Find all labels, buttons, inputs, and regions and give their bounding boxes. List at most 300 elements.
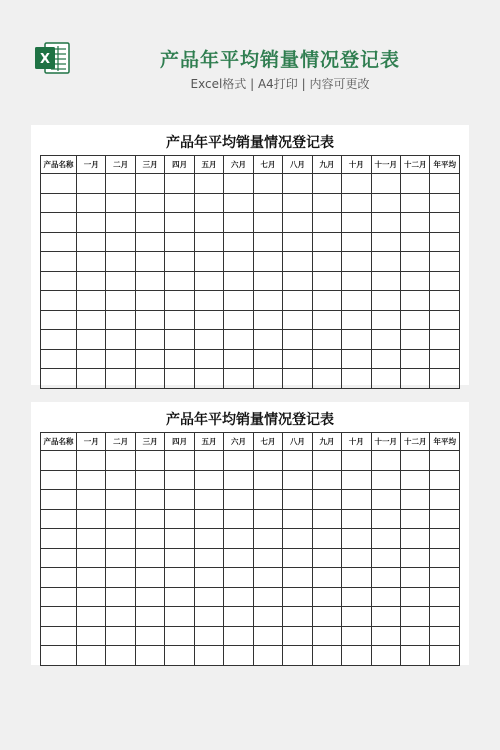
table-cell[interactable] [400, 174, 429, 194]
table-cell[interactable] [106, 174, 135, 194]
table-cell[interactable] [400, 310, 429, 330]
table-cell[interactable] [77, 529, 106, 549]
table-cell[interactable] [194, 291, 223, 311]
table-cell[interactable] [312, 213, 341, 233]
table-cell[interactable] [165, 548, 194, 568]
table-cell[interactable] [135, 291, 164, 311]
table-cell[interactable] [224, 470, 253, 490]
table-cell[interactable] [253, 252, 282, 272]
table-cell[interactable] [41, 470, 77, 490]
table-cell[interactable] [371, 470, 400, 490]
table-cell[interactable] [106, 607, 135, 627]
table-cell[interactable] [371, 330, 400, 350]
table-cell[interactable] [41, 174, 77, 194]
table-cell[interactable] [253, 568, 282, 588]
table-cell[interactable] [135, 369, 164, 389]
table-cell[interactable] [312, 232, 341, 252]
table-cell[interactable] [430, 349, 460, 369]
table-cell[interactable] [224, 252, 253, 272]
table-cell[interactable] [194, 271, 223, 291]
table-cell[interactable] [194, 193, 223, 213]
table-cell[interactable] [342, 193, 371, 213]
table-cell[interactable] [77, 470, 106, 490]
table-cell[interactable] [194, 252, 223, 272]
table-cell[interactable] [106, 193, 135, 213]
table-cell[interactable] [400, 369, 429, 389]
table-cell[interactable] [430, 330, 460, 350]
table-cell[interactable] [224, 587, 253, 607]
table-cell[interactable] [400, 548, 429, 568]
table-cell[interactable] [342, 490, 371, 510]
table-cell[interactable] [400, 271, 429, 291]
table-cell[interactable] [430, 607, 460, 627]
table-cell[interactable] [165, 451, 194, 471]
table-cell[interactable] [283, 330, 312, 350]
table-cell[interactable] [253, 193, 282, 213]
table-cell[interactable] [165, 509, 194, 529]
table-cell[interactable] [400, 587, 429, 607]
table-cell[interactable] [342, 626, 371, 646]
table-cell[interactable] [283, 193, 312, 213]
table-cell[interactable] [371, 310, 400, 330]
table-cell[interactable] [194, 369, 223, 389]
table-cell[interactable] [342, 213, 371, 233]
table-cell[interactable] [106, 213, 135, 233]
table-cell[interactable] [312, 607, 341, 627]
table-cell[interactable] [165, 291, 194, 311]
table-cell[interactable] [224, 490, 253, 510]
table-cell[interactable] [135, 174, 164, 194]
table-cell[interactable] [224, 232, 253, 252]
table-cell[interactable] [312, 193, 341, 213]
table-cell[interactable] [165, 626, 194, 646]
table-cell[interactable] [371, 587, 400, 607]
table-cell[interactable] [224, 568, 253, 588]
table-cell[interactable] [106, 232, 135, 252]
table-cell[interactable] [371, 529, 400, 549]
table-cell[interactable] [77, 193, 106, 213]
table-cell[interactable] [41, 509, 77, 529]
table-cell[interactable] [342, 271, 371, 291]
table-cell[interactable] [106, 330, 135, 350]
table-cell[interactable] [77, 271, 106, 291]
table-cell[interactable] [165, 174, 194, 194]
table-cell[interactable] [312, 509, 341, 529]
table-cell[interactable] [77, 213, 106, 233]
table-cell[interactable] [342, 330, 371, 350]
table-cell[interactable] [224, 607, 253, 627]
table-cell[interactable] [371, 252, 400, 272]
table-cell[interactable] [283, 529, 312, 549]
table-cell[interactable] [194, 646, 223, 666]
table-cell[interactable] [135, 451, 164, 471]
table-cell[interactable] [106, 529, 135, 549]
table-cell[interactable] [430, 568, 460, 588]
table-cell[interactable] [135, 271, 164, 291]
table-cell[interactable] [430, 548, 460, 568]
table-cell[interactable] [224, 626, 253, 646]
table-cell[interactable] [312, 310, 341, 330]
table-cell[interactable] [342, 548, 371, 568]
table-cell[interactable] [41, 587, 77, 607]
table-cell[interactable] [253, 349, 282, 369]
table-cell[interactable] [371, 626, 400, 646]
table-cell[interactable] [253, 271, 282, 291]
table-cell[interactable] [41, 349, 77, 369]
table-cell[interactable] [342, 509, 371, 529]
table-cell[interactable] [253, 470, 282, 490]
table-cell[interactable] [165, 330, 194, 350]
table-cell[interactable] [194, 213, 223, 233]
table-cell[interactable] [165, 213, 194, 233]
table-cell[interactable] [135, 470, 164, 490]
table-cell[interactable] [253, 529, 282, 549]
table-cell[interactable] [400, 252, 429, 272]
table-cell[interactable] [224, 291, 253, 311]
table-cell[interactable] [371, 451, 400, 471]
table-cell[interactable] [135, 490, 164, 510]
table-cell[interactable] [41, 232, 77, 252]
table-cell[interactable] [430, 193, 460, 213]
table-cell[interactable] [371, 291, 400, 311]
table-cell[interactable] [371, 369, 400, 389]
table-cell[interactable] [77, 291, 106, 311]
table-cell[interactable] [165, 232, 194, 252]
table-cell[interactable] [283, 626, 312, 646]
table-cell[interactable] [253, 646, 282, 666]
table-cell[interactable] [224, 330, 253, 350]
table-cell[interactable] [400, 451, 429, 471]
table-cell[interactable] [41, 607, 77, 627]
table-cell[interactable] [77, 548, 106, 568]
table-cell[interactable] [165, 349, 194, 369]
table-cell[interactable] [283, 470, 312, 490]
table-cell[interactable] [194, 490, 223, 510]
table-cell[interactable] [371, 509, 400, 529]
table-cell[interactable] [312, 587, 341, 607]
table-cell[interactable] [106, 490, 135, 510]
table-cell[interactable] [106, 271, 135, 291]
table-cell[interactable] [194, 330, 223, 350]
table-cell[interactable] [165, 470, 194, 490]
table-cell[interactable] [135, 587, 164, 607]
table-cell[interactable] [77, 587, 106, 607]
table-cell[interactable] [224, 349, 253, 369]
table-cell[interactable] [106, 626, 135, 646]
table-cell[interactable] [41, 330, 77, 350]
table-cell[interactable] [135, 568, 164, 588]
table-cell[interactable] [106, 349, 135, 369]
table-cell[interactable] [312, 646, 341, 666]
table-cell[interactable] [342, 310, 371, 330]
table-cell[interactable] [283, 490, 312, 510]
table-cell[interactable] [283, 587, 312, 607]
table-cell[interactable] [400, 470, 429, 490]
table-cell[interactable] [135, 232, 164, 252]
table-cell[interactable] [194, 174, 223, 194]
table-cell[interactable] [342, 174, 371, 194]
table-cell[interactable] [224, 451, 253, 471]
table-cell[interactable] [430, 232, 460, 252]
table-cell[interactable] [400, 626, 429, 646]
table-cell[interactable] [283, 310, 312, 330]
table-cell[interactable] [283, 232, 312, 252]
table-cell[interactable] [400, 193, 429, 213]
table-cell[interactable] [342, 291, 371, 311]
table-cell[interactable] [371, 646, 400, 666]
table-cell[interactable] [77, 369, 106, 389]
table-cell[interactable] [342, 607, 371, 627]
table-cell[interactable] [41, 193, 77, 213]
table-cell[interactable] [253, 174, 282, 194]
table-cell[interactable] [400, 349, 429, 369]
table-cell[interactable] [342, 252, 371, 272]
table-cell[interactable] [400, 646, 429, 666]
table-cell[interactable] [135, 193, 164, 213]
table-cell[interactable] [165, 369, 194, 389]
table-cell[interactable] [253, 490, 282, 510]
table-cell[interactable] [253, 310, 282, 330]
table-cell[interactable] [41, 568, 77, 588]
table-cell[interactable] [312, 369, 341, 389]
table-cell[interactable] [430, 509, 460, 529]
table-cell[interactable] [165, 587, 194, 607]
table-cell[interactable] [41, 310, 77, 330]
table-cell[interactable] [283, 451, 312, 471]
table-cell[interactable] [165, 607, 194, 627]
table-cell[interactable] [342, 646, 371, 666]
table-cell[interactable] [312, 174, 341, 194]
table-cell[interactable] [165, 193, 194, 213]
table-cell[interactable] [312, 529, 341, 549]
table-cell[interactable] [194, 232, 223, 252]
table-cell[interactable] [253, 451, 282, 471]
table-cell[interactable] [194, 509, 223, 529]
table-cell[interactable] [371, 490, 400, 510]
table-cell[interactable] [253, 548, 282, 568]
table-cell[interactable] [77, 330, 106, 350]
table-cell[interactable] [283, 548, 312, 568]
table-cell[interactable] [430, 587, 460, 607]
table-cell[interactable] [77, 626, 106, 646]
table-cell[interactable] [253, 587, 282, 607]
table-cell[interactable] [342, 451, 371, 471]
table-cell[interactable] [400, 529, 429, 549]
table-cell[interactable] [135, 330, 164, 350]
table-cell[interactable] [194, 310, 223, 330]
table-cell[interactable] [312, 490, 341, 510]
table-cell[interactable] [194, 587, 223, 607]
table-cell[interactable] [165, 271, 194, 291]
table-cell[interactable] [41, 252, 77, 272]
table-cell[interactable] [283, 291, 312, 311]
table-cell[interactable] [194, 548, 223, 568]
table-cell[interactable] [106, 646, 135, 666]
table-cell[interactable] [253, 213, 282, 233]
table-cell[interactable] [41, 213, 77, 233]
table-cell[interactable] [194, 568, 223, 588]
table-cell[interactable] [371, 193, 400, 213]
table-cell[interactable] [41, 271, 77, 291]
table-cell[interactable] [430, 213, 460, 233]
table-cell[interactable] [400, 607, 429, 627]
table-cell[interactable] [283, 509, 312, 529]
table-cell[interactable] [194, 349, 223, 369]
table-cell[interactable] [312, 291, 341, 311]
table-cell[interactable] [371, 232, 400, 252]
table-cell[interactable] [371, 607, 400, 627]
table-cell[interactable] [224, 369, 253, 389]
table-cell[interactable] [312, 252, 341, 272]
table-cell[interactable] [253, 626, 282, 646]
table-cell[interactable] [312, 330, 341, 350]
table-cell[interactable] [371, 213, 400, 233]
table-cell[interactable] [106, 548, 135, 568]
table-cell[interactable] [283, 349, 312, 369]
table-cell[interactable] [342, 369, 371, 389]
table-cell[interactable] [77, 568, 106, 588]
table-cell[interactable] [41, 369, 77, 389]
table-cell[interactable] [77, 310, 106, 330]
table-cell[interactable] [371, 174, 400, 194]
table-cell[interactable] [253, 607, 282, 627]
table-cell[interactable] [342, 349, 371, 369]
table-cell[interactable] [283, 213, 312, 233]
table-cell[interactable] [253, 232, 282, 252]
table-cell[interactable] [224, 271, 253, 291]
table-cell[interactable] [135, 252, 164, 272]
table-cell[interactable] [430, 626, 460, 646]
table-cell[interactable] [224, 193, 253, 213]
table-cell[interactable] [283, 568, 312, 588]
table-cell[interactable] [283, 646, 312, 666]
table-cell[interactable] [106, 252, 135, 272]
table-cell[interactable] [77, 252, 106, 272]
table-cell[interactable] [400, 213, 429, 233]
table-cell[interactable] [106, 369, 135, 389]
table-cell[interactable] [106, 509, 135, 529]
table-cell[interactable] [77, 607, 106, 627]
table-cell[interactable] [41, 626, 77, 646]
table-cell[interactable] [106, 291, 135, 311]
table-cell[interactable] [312, 451, 341, 471]
table-cell[interactable] [400, 509, 429, 529]
table-cell[interactable] [371, 568, 400, 588]
table-cell[interactable] [135, 310, 164, 330]
table-cell[interactable] [165, 310, 194, 330]
table-cell[interactable] [430, 310, 460, 330]
table-cell[interactable] [253, 330, 282, 350]
table-cell[interactable] [41, 451, 77, 471]
table-cell[interactable] [77, 174, 106, 194]
table-cell[interactable] [77, 490, 106, 510]
table-cell[interactable] [253, 369, 282, 389]
table-cell[interactable] [165, 646, 194, 666]
table-cell[interactable] [430, 174, 460, 194]
table-cell[interactable] [224, 646, 253, 666]
table-cell[interactable] [194, 626, 223, 646]
table-cell[interactable] [106, 587, 135, 607]
table-cell[interactable] [283, 174, 312, 194]
table-cell[interactable] [400, 490, 429, 510]
table-cell[interactable] [430, 646, 460, 666]
table-cell[interactable] [41, 548, 77, 568]
table-cell[interactable] [312, 470, 341, 490]
table-cell[interactable] [430, 291, 460, 311]
table-cell[interactable] [400, 232, 429, 252]
table-cell[interactable] [430, 369, 460, 389]
table-cell[interactable] [77, 509, 106, 529]
table-cell[interactable] [135, 213, 164, 233]
table-cell[interactable] [135, 646, 164, 666]
table-cell[interactable] [371, 548, 400, 568]
table-cell[interactable] [253, 291, 282, 311]
table-cell[interactable] [194, 607, 223, 627]
table-cell[interactable] [430, 490, 460, 510]
table-cell[interactable] [430, 529, 460, 549]
table-cell[interactable] [77, 349, 106, 369]
table-cell[interactable] [342, 232, 371, 252]
table-cell[interactable] [342, 568, 371, 588]
table-cell[interactable] [165, 490, 194, 510]
table-cell[interactable] [430, 252, 460, 272]
table-cell[interactable] [194, 451, 223, 471]
table-cell[interactable] [165, 568, 194, 588]
table-cell[interactable] [194, 529, 223, 549]
table-cell[interactable] [77, 646, 106, 666]
table-cell[interactable] [135, 548, 164, 568]
table-cell[interactable] [400, 291, 429, 311]
table-cell[interactable] [224, 213, 253, 233]
table-cell[interactable] [135, 607, 164, 627]
table-cell[interactable] [106, 470, 135, 490]
table-cell[interactable] [283, 271, 312, 291]
table-cell[interactable] [224, 310, 253, 330]
table-cell[interactable] [312, 349, 341, 369]
table-cell[interactable] [342, 470, 371, 490]
table-cell[interactable] [430, 271, 460, 291]
table-cell[interactable] [400, 568, 429, 588]
table-cell[interactable] [253, 509, 282, 529]
table-cell[interactable] [371, 271, 400, 291]
table-cell[interactable] [224, 548, 253, 568]
table-cell[interactable] [135, 509, 164, 529]
table-cell[interactable] [430, 451, 460, 471]
table-cell[interactable] [165, 252, 194, 272]
table-cell[interactable] [106, 451, 135, 471]
table-cell[interactable] [283, 607, 312, 627]
table-cell[interactable] [312, 568, 341, 588]
table-cell[interactable] [165, 529, 194, 549]
table-cell[interactable] [77, 451, 106, 471]
table-cell[interactable] [312, 548, 341, 568]
table-cell[interactable] [106, 310, 135, 330]
table-cell[interactable] [283, 252, 312, 272]
table-cell[interactable] [41, 646, 77, 666]
table-cell[interactable] [224, 509, 253, 529]
table-cell[interactable] [312, 626, 341, 646]
table-cell[interactable] [430, 470, 460, 490]
table-cell[interactable] [342, 587, 371, 607]
table-cell[interactable] [41, 529, 77, 549]
table-cell[interactable] [106, 568, 135, 588]
table-cell[interactable] [194, 470, 223, 490]
table-cell[interactable] [135, 349, 164, 369]
table-cell[interactable] [41, 291, 77, 311]
table-cell[interactable] [41, 490, 77, 510]
table-cell[interactable] [312, 271, 341, 291]
table-cell[interactable] [224, 174, 253, 194]
